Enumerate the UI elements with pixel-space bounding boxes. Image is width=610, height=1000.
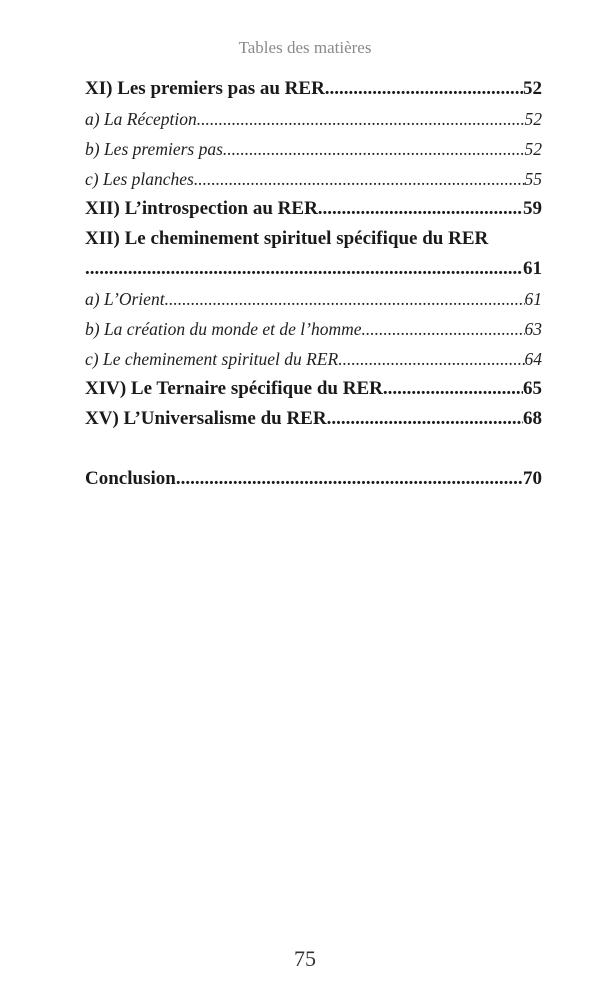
toc-entry xyxy=(85,344,542,374)
dot-leader xyxy=(176,464,523,494)
toc-entry-page: 59 xyxy=(523,198,542,219)
page-number: 75 xyxy=(294,946,316,971)
toc-entry-page: 61 xyxy=(524,289,542,309)
dot-leader xyxy=(325,74,523,104)
toc-entry-label: c) Les planches xyxy=(85,169,194,189)
toc-entry-label: XII) Le cheminement spirituel spécifique du RER xyxy=(85,228,489,249)
toc-entry-page: 70 xyxy=(523,468,542,489)
toc-entry xyxy=(85,164,542,194)
toc-entry xyxy=(85,104,542,134)
toc-entry-page: 52 xyxy=(524,139,542,159)
toc-entry-page: 52 xyxy=(523,78,542,99)
toc-entry-label: XIV) Le Ternaire spécifique du RER xyxy=(85,378,383,399)
toc-entry-label: XII) L’introspection au RER xyxy=(85,198,318,219)
toc-entry xyxy=(85,314,542,344)
toc-entry-label: c) Le cheminement spirituel du RER xyxy=(85,349,339,369)
toc-entry-label: a) L’Orient xyxy=(85,289,165,309)
toc-entry-page: 64 xyxy=(524,349,542,369)
toc-entry xyxy=(85,194,542,224)
dot-leader xyxy=(197,104,525,134)
dot-leader xyxy=(165,284,525,314)
toc-entry-page: 65 xyxy=(523,378,542,399)
toc-entry-page: 68 xyxy=(523,408,542,429)
running-head: Tables des matières xyxy=(238,38,372,57)
toc-entry-page: 55 xyxy=(524,169,542,189)
table-of-contents xyxy=(85,74,542,494)
toc-entry-label: Conclusion xyxy=(85,468,176,489)
toc-entry xyxy=(85,464,542,494)
dot-leader xyxy=(194,164,525,194)
toc-entry xyxy=(85,74,542,104)
toc-entry xyxy=(85,404,542,434)
toc-entry-page: 52 xyxy=(524,109,542,129)
toc-entry-label: a) La Réception xyxy=(85,109,197,129)
toc-entry-wrapped-leader xyxy=(85,254,542,284)
toc-entry-wrapped-title xyxy=(85,224,542,254)
dot-leader xyxy=(327,404,523,434)
toc-entry xyxy=(85,374,542,404)
toc-entry-page: 63 xyxy=(524,319,542,339)
toc-entry-label: XI) Les premiers pas au RER xyxy=(85,78,325,99)
toc-entry-label: XV) L’Universalisme du RER xyxy=(85,408,327,429)
toc-entry-label: b) Les premiers pas xyxy=(85,139,223,159)
toc-entry xyxy=(85,284,542,314)
toc-entry-page: 61 xyxy=(523,258,542,279)
dot-leader xyxy=(318,194,523,224)
dot-leader xyxy=(85,254,523,284)
spacer xyxy=(85,434,542,464)
dot-leader xyxy=(223,134,525,164)
toc-entry-label: b) La création du monde et de l’homme xyxy=(85,319,362,339)
dot-leader xyxy=(338,344,524,374)
dot-leader xyxy=(383,374,523,404)
toc-entry xyxy=(85,134,542,164)
dot-leader xyxy=(362,314,525,344)
